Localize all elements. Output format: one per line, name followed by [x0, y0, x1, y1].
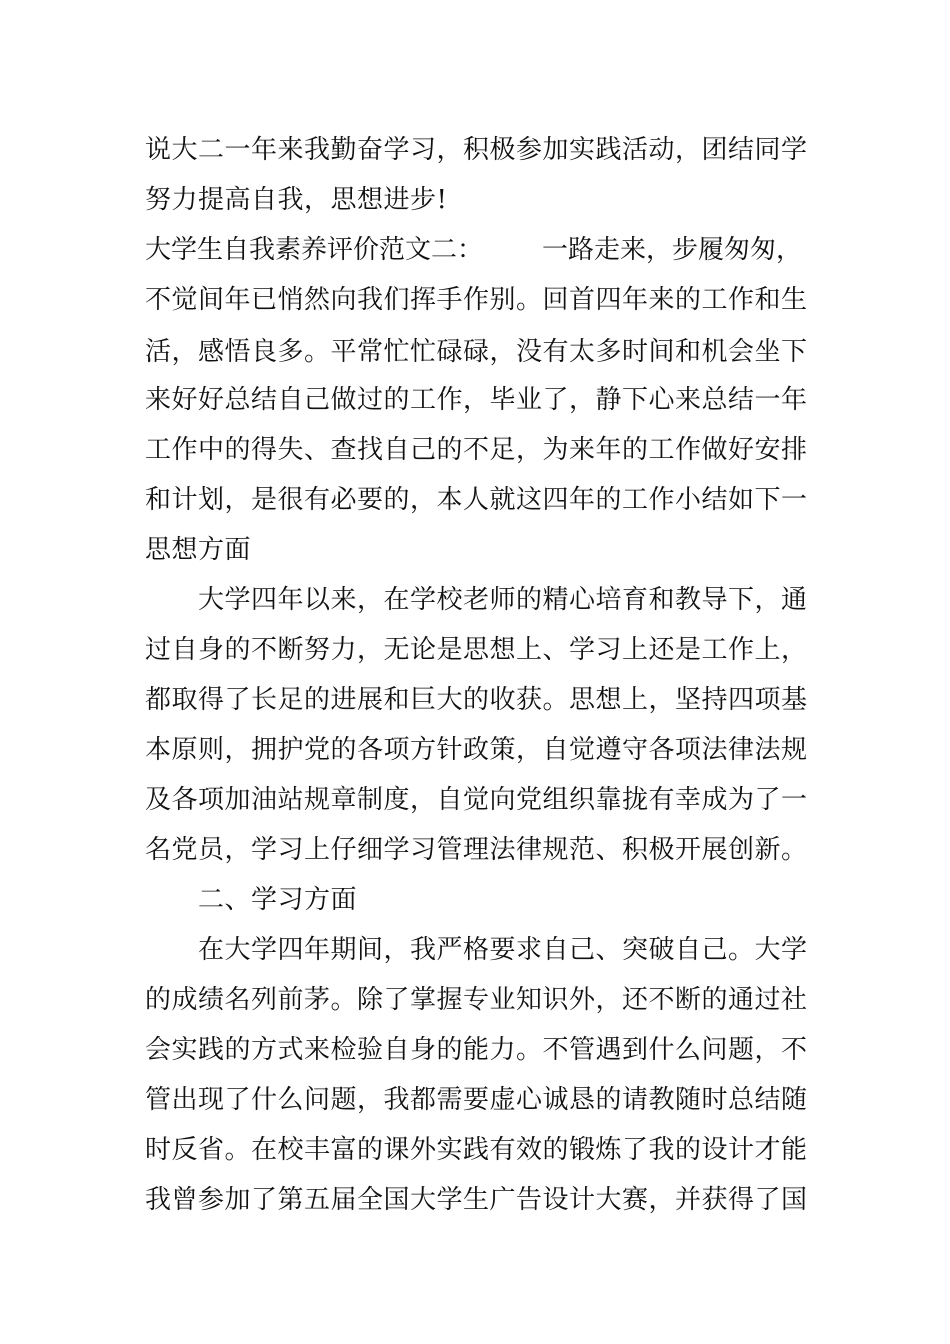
text-line: 工作中的得失、查找自己的不足，为来年的工作做好安排	[145, 435, 808, 465]
text-line: 不觉间年已悄然向我们挥手作别。回首四年来的工作和生	[145, 285, 808, 315]
text-line: 名党员，学习上仔细学习管理法律规范、积极开展创新。	[145, 835, 808, 865]
text-line: 时反省。在校丰富的课外实践有效的锻炼了我的设计才能	[145, 1135, 808, 1165]
text-line: 过自身的不断努力，无论是思想上、学习上还是工作上，	[145, 635, 808, 665]
text-line: 本原则，拥护党的各项方针政策，自觉遵守各项法律法规	[145, 735, 808, 765]
text-line: 会实践的方式来检验自身的能力。不管遇到什么问题，不	[145, 1035, 808, 1065]
text-line: 和计划，是很有必要的，本人就这四年的工作小结如下一	[145, 485, 808, 515]
text-line: 来好好总结自己做过的工作，毕业了，静下心来总结一年	[145, 385, 808, 415]
section-heading: 二、学习方面	[198, 885, 358, 915]
text-line: 活，感悟良多。平常忙忙碌碌，没有太多时间和机会坐下	[145, 337, 808, 367]
text-line: 及各项加油站规章制度，自觉向党组织靠拢有幸成为了一	[145, 785, 808, 815]
text-line: 说大二一年来我勤奋学习，积极参加实践活动，团结同学	[145, 135, 808, 165]
text-line: 努力提高自我，思想进步!	[145, 185, 448, 215]
text-line: 大学四年以来，在学校老师的精心培育和教导下，通	[198, 585, 808, 615]
text-line: 我曾参加了第五届全国大学生广告设计大赛，并获得了国	[145, 1185, 808, 1215]
text-line: 都取得了长足的进展和巨大的收获。思想上，坚持四项基	[145, 685, 808, 715]
text-line: 管出现了什么问题，我都需要虚心诚恳的请教随时总结随	[145, 1085, 808, 1115]
section-heading: 思想方面	[145, 535, 252, 565]
section-title: 大学生自我素养评价范文二：	[145, 235, 484, 265]
text-line: 的成绩名列前茅。除了掌握专业知识外，还不断的通过社	[145, 985, 808, 1015]
text-line: 一路走来，步履匆匆，	[542, 235, 803, 265]
text-line: 在大学四年期间，我严格要求自己、突破自己。大学	[198, 935, 808, 965]
